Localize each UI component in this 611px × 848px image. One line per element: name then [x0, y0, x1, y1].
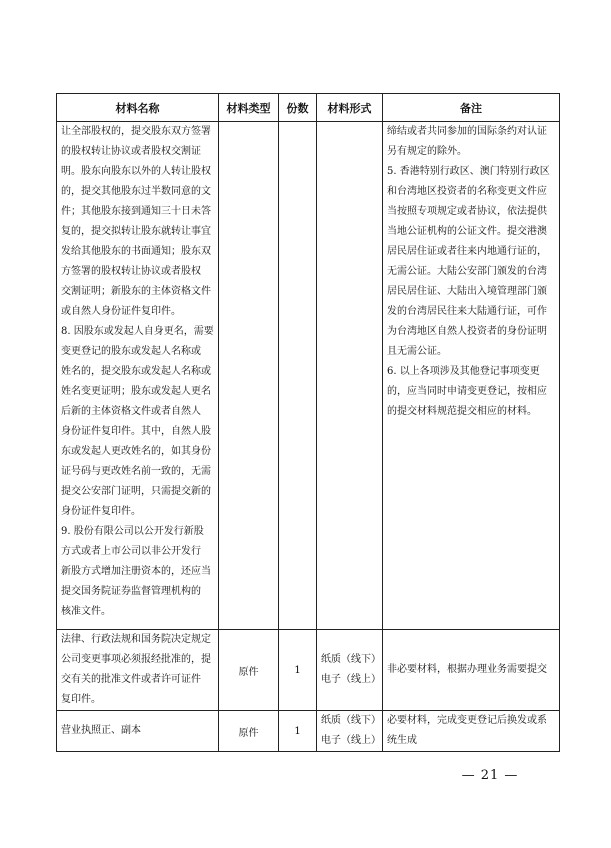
text-line: 纸质（线下） — [321, 715, 381, 726]
page-number: — 21 — — [461, 768, 519, 783]
table-row — [57, 711, 560, 752]
material-name-text — [57, 630, 218, 710]
text-line: 和台湾地区投资者的名称变更文件应 — [387, 186, 547, 197]
text-line: 法律、行政法规和国务院决定规定 — [61, 634, 211, 645]
text-line: 件；其他股东接到通知三十日未答 — [61, 206, 211, 217]
text-line: 发的台湾居民往来大陆通行证，可作 — [387, 306, 547, 317]
table-row — [57, 122, 560, 630]
material-name-cell — [57, 711, 219, 752]
material-type-cell: 原件 — [219, 711, 279, 752]
table-header-row — [57, 94, 560, 122]
text-line: 身份证件复印件。 — [61, 506, 141, 517]
text-line: 方式或者上市公司以非公开发行 — [61, 546, 201, 557]
text-line: 提交国务院证券监督管理机构的 — [61, 586, 201, 597]
text-line: 当按照专项规定或者协议，依法提供 — [387, 206, 547, 217]
header-material-form: 材料形式 — [317, 94, 383, 122]
copies-cell: 1 — [279, 711, 317, 752]
text-line: 复的，提交拟转让股东就转让事宜 — [61, 226, 211, 237]
table-row — [57, 630, 560, 711]
text-line: 的，提交其他股东过半数同意的文 — [61, 186, 211, 197]
text-line: 让全部股权的，提交股东双方签署 — [61, 126, 211, 137]
material-form-cell — [317, 630, 383, 711]
text-line: 东或发起人更改姓名的，如其身份 — [61, 446, 211, 457]
material-form-text — [317, 650, 382, 690]
remarks-text — [383, 711, 559, 751]
text-line: 电子（线上） — [321, 674, 381, 685]
text-line: 公司变更事项必须报经批准的，提 — [61, 654, 211, 665]
material-form-text — [317, 711, 382, 751]
text-line: 交割证明；新股东的主体资格文件 — [61, 286, 211, 297]
text-line: 为台湾地区自然人投资者的身份证明 — [387, 326, 547, 337]
material-name-text — [57, 122, 218, 622]
text-line: 复印件。 — [61, 694, 101, 705]
remarks-text: 非必要材料，根据办理业务需要提交 — [387, 664, 547, 675]
remarks-cell — [383, 122, 560, 630]
text-line: 另有规定的除外。 — [387, 146, 467, 157]
text-line: 无需公证。大陆公安部门颁发的台湾 — [387, 266, 547, 277]
header-remarks: 备注 — [383, 94, 560, 122]
text-line: 5. 香港特别行政区、澳门特别行政区 — [387, 166, 550, 177]
text-line: 6. 以上各项涉及其他登记事项变更 — [387, 366, 540, 377]
material-type-cell: 原件 — [219, 630, 279, 711]
text-line: 后新的主体资格文件或者自然人 — [61, 406, 201, 417]
copies-cell — [279, 122, 317, 630]
text-line: 当地公证机构的公证文件。提交港澳 — [387, 226, 547, 237]
text-line: 证号码与更改姓名前一致的，无需 — [61, 466, 211, 477]
material-name-cell — [57, 122, 219, 630]
text-line: 新股方式增加注册资本的，还应当 — [61, 566, 211, 577]
text-line: 姓名的，提交股东或发起人名称或 — [61, 366, 211, 377]
remarks-text — [383, 122, 559, 422]
material-form-cell — [317, 711, 383, 752]
text-line: 电子（线上） — [321, 735, 381, 746]
text-line: 9. 股份有限公司以公开发行新股 — [61, 526, 204, 537]
text-line: 统生成 — [387, 735, 417, 746]
materials-table — [56, 93, 560, 752]
text-line: 的，应当同时申请变更登记，按相应 — [387, 386, 547, 397]
text-line: 缔结或者共同参加的国际条约对认证 — [387, 126, 547, 137]
material-form-cell — [317, 122, 383, 630]
material-name-text: 营业执照正、副本 — [61, 725, 141, 736]
header-material-name: 材料名称 — [57, 94, 219, 122]
text-line: 的提交材料规范提交相应的材料。 — [387, 406, 537, 417]
text-line: 身份证件复印件。其中，自然人股 — [61, 426, 211, 437]
text-line: 变更登记的股东或发起人名称或 — [61, 346, 201, 357]
text-line: 或自然人身份证件复印件。 — [61, 306, 181, 317]
text-line: 发给其他股东的书面通知；股东双 — [61, 246, 211, 257]
copies-cell: 1 — [279, 630, 317, 711]
text-line: 8. 因股东或发起人自身更名，需要 — [61, 326, 214, 337]
text-line: 必要材料，完成变更登记后换发或系 — [387, 715, 547, 726]
text-line: 姓名变更证明；股东或发起人更名 — [61, 386, 211, 397]
remarks-cell — [383, 711, 560, 752]
text-line: 居民居住证或者往来内地通行证的， — [387, 246, 547, 257]
text-line: 纸质（线下） — [321, 654, 381, 665]
text-line: 且无需公证。 — [387, 346, 447, 357]
text-line: 核准文件。 — [61, 606, 111, 617]
material-name-cell — [57, 630, 219, 711]
text-line: 的股权转让协议或者股权交割证 — [61, 146, 201, 157]
header-copies: 份数 — [279, 94, 317, 122]
text-line: 提交公安部门证明，只需提交新的 — [61, 486, 211, 497]
text-line: 方签署的股权转让协议或者股权 — [61, 266, 201, 277]
remarks-cell — [383, 630, 560, 711]
text-line: 交有关的批准文件或者许可证件 — [61, 674, 201, 685]
text-line: 居民居住证、大陆出入境管理部门颁 — [387, 286, 547, 297]
material-type-cell — [219, 122, 279, 630]
header-material-type: 材料类型 — [219, 94, 279, 122]
text-line: 明。股东向股东以外的人转让股权 — [61, 166, 211, 177]
